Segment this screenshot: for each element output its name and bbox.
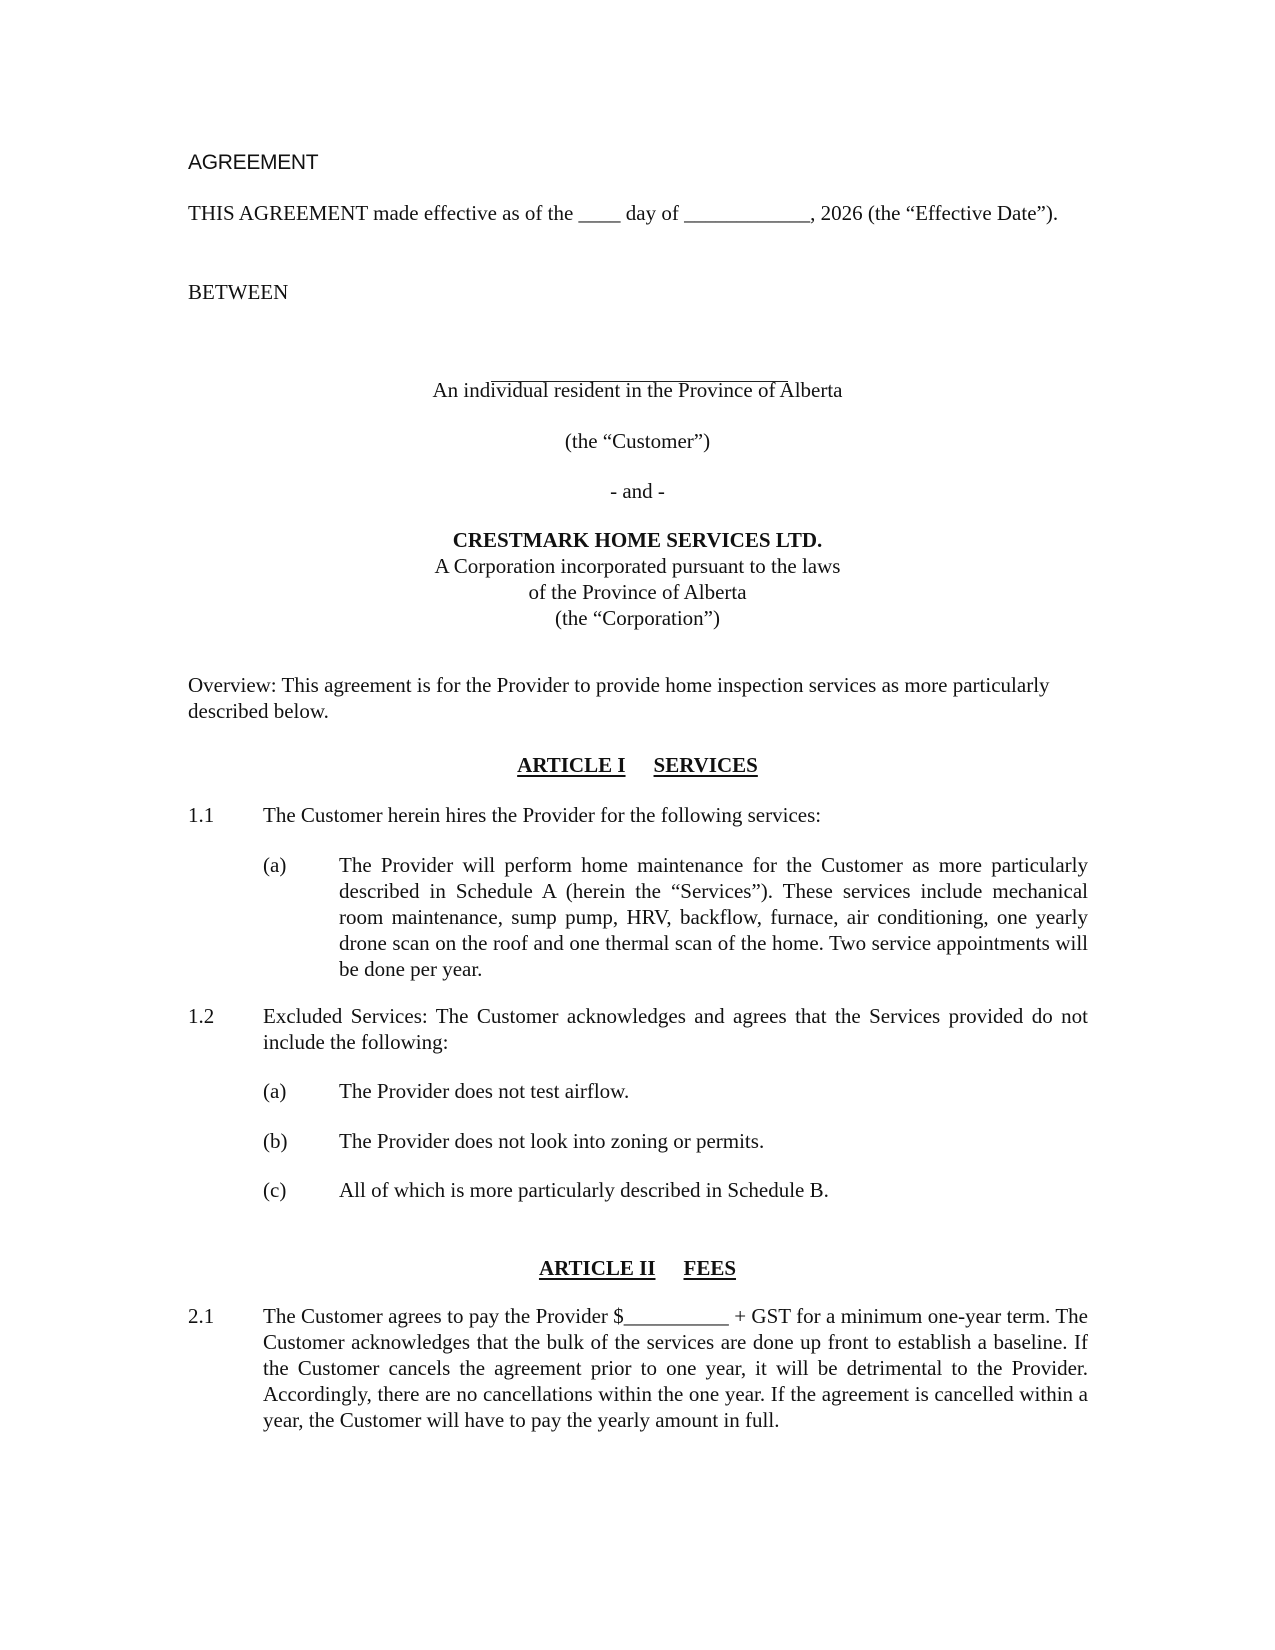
- section-1-2-c-text: All of which is more particularly described in Schedule B.: [339, 1178, 829, 1202]
- corporation-defined-term: (the “Corporation”): [554, 606, 721, 630]
- section-1-1-a-label: (a): [263, 853, 287, 877]
- and-separator: - and -: [610, 479, 665, 503]
- article-1-heading: [300, 752, 975, 778]
- section-2-1-number: 2.1: [188, 1304, 215, 1328]
- customer-description: An individual resident in the Province of Alberta: [432, 378, 843, 402]
- article-2-number: ARTICLE II: [538, 1256, 656, 1280]
- intro-paragraph: THIS AGREEMENT made effective as of the ____ day of ____________, 2026 (the “Effective Date”).: [188, 201, 1059, 225]
- article-2-heading: [300, 1255, 975, 1281]
- document-heading: AGREEMENT: [188, 151, 319, 174]
- section-1-1-number: 1.1: [188, 803, 215, 827]
- section-2-1-text: The Customer agrees to pay the Provider $__________ + GST for a minimum one-year term. The Customer acknowledges that the bulk of the services are done up front to establish a baseline. If the Customer cancels the agreement prior to one year, it will be detrimental to the Provider. Accordingly, there are no cancellations within the one year. If the agreement is cancelled within a year, the Customer will have to pay the yearly amount in full.: [263, 1304, 1088, 1432]
- article-1-number: ARTICLE I: [517, 753, 626, 777]
- overview-paragraph: Overview: This agreement is for the Provider to provide home inspection services as more particularly described below.: [188, 673, 1050, 723]
- corporation-name: CRESTMARK HOME SERVICES LTD.: [452, 528, 823, 552]
- section-1-2-b-text: The Provider does not look into zoning or permits.: [339, 1129, 765, 1153]
- corporation-line-2: of the Province of Alberta: [528, 580, 747, 604]
- section-1-2-a-text: The Provider does not test airflow.: [339, 1079, 630, 1103]
- section-1-2-c-label: (c): [263, 1178, 287, 1202]
- section-1-1-text: The Customer herein hires the Provider for the following services:: [263, 803, 822, 827]
- section-1-2-number: 1.2: [188, 1004, 215, 1028]
- section-1-2-b-label: (b): [263, 1129, 288, 1153]
- section-1-2-text: Excluded Services: The Customer acknowledges and agrees that the Services provided do not include the following:: [263, 1004, 1088, 1054]
- customer-defined-term: (the “Customer”): [564, 429, 711, 453]
- section-1-1-a-text: The Provider will perform home maintenance for the Customer as more particularly described in Schedule A (herein the “Services”). These services include mechanical room maintenance, sump pump, HRV, backflow, furnace, air conditioning, one yearly drone scan on the roof and one thermal scan of the home. Two service appointments will be done per year.: [339, 853, 1088, 981]
- corporation-line-1: A Corporation incorporated pursuant to the laws: [434, 554, 841, 578]
- section-1-2-a-label: (a): [263, 1079, 287, 1103]
- article-1-title: SERVICES: [653, 753, 758, 777]
- article-2-title: FEES: [683, 1256, 737, 1280]
- between-label: BETWEEN: [188, 280, 289, 304]
